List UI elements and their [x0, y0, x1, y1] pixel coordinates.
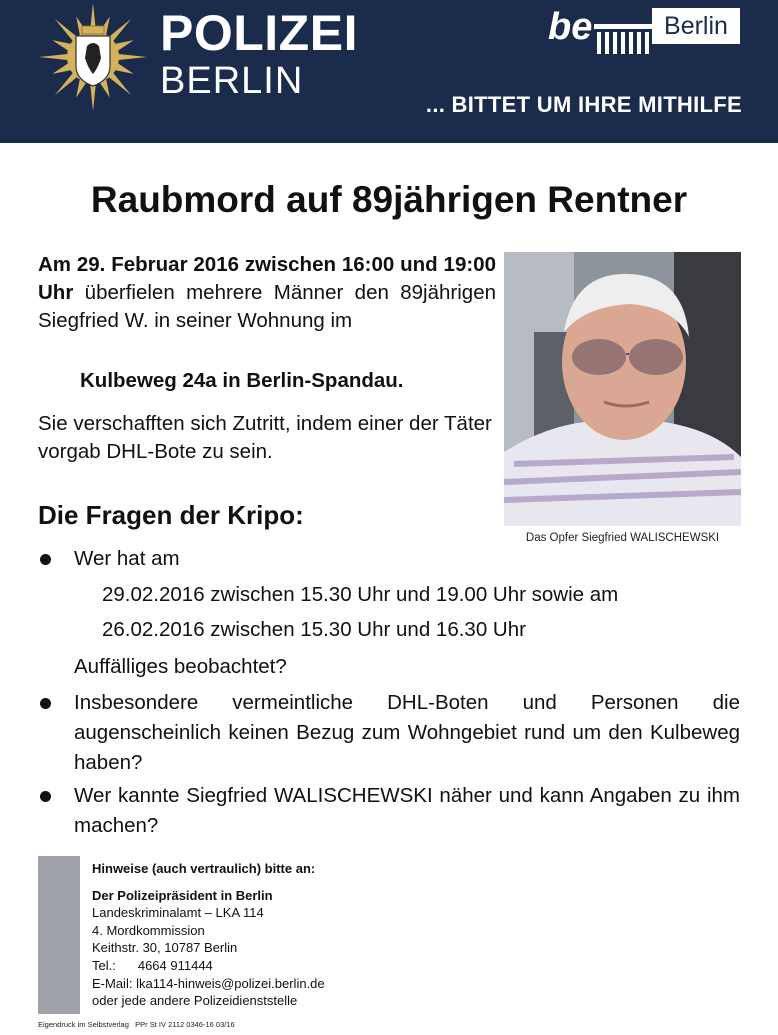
- brandenburg-gate-icon: [594, 20, 652, 54]
- contact-alt: oder jede andere Polizeidienststelle: [92, 993, 298, 1009]
- question-2: Insbesondere vermeintliche DHL-Boten und Personen die augenscheinlich keinen Bezug zum Wohngebiet rund um den Kulbeweg haben?: [74, 691, 740, 774]
- bullet-2: [40, 698, 51, 709]
- entry-paragraph: Sie verschafften sich Zutritt, indem einer der Täter vorgab DHL-Bote zu sein.: [38, 412, 492, 463]
- print-note: Eigendruck im Selbstverlag: [38, 1020, 129, 1029]
- crime-address: Kulbeweg 24a in Berlin-Spandau.: [80, 369, 404, 392]
- email-label: E-Mail:: [92, 975, 133, 991]
- question-1-date-2: 26.02.2016 zwischen 15.30 Uhr und 16.30 Uhr: [102, 618, 526, 641]
- appeal-text: ... BITTET UM IHRE MITHILFE: [425, 92, 742, 117]
- question-1-intro: Wer hat am: [74, 547, 180, 570]
- reference-number: PPr St IV 2112 0346-16 03/16: [135, 1020, 235, 1029]
- contact-heading: Hinweise (auch vertraulich) bitte an:: [92, 861, 316, 876]
- contact-org: Der Polizeipräsident in Berlin: [92, 887, 273, 903]
- contact-block: [92, 860, 325, 1010]
- contact-tel-line: [92, 957, 325, 975]
- victim-photo: [504, 252, 741, 526]
- headline: Raubmord auf 89jährigen Rentner: [90, 179, 688, 220]
- contact-unit: 4. Mordkommission: [92, 922, 205, 938]
- contact-email-line: [92, 975, 325, 993]
- city-logo-box: Berlin: [652, 8, 740, 44]
- tel-number: 4664 911444: [137, 957, 213, 973]
- question-3: Wer kannte Siegfried WALISCHEWSKI näher und kann Angaben zu ihm machen?: [74, 784, 740, 837]
- tel-label: Tel.:: [92, 957, 116, 973]
- question-1-end: Auffälliges beobachtet?: [74, 655, 287, 678]
- contact-accent-bar: [38, 856, 80, 1014]
- footer-note: [38, 1020, 235, 1029]
- bullet-1: [40, 554, 51, 565]
- intro-bold-lead: Am 29. Februar 2016 zwischen 16:00 und 19:00 Uhr: [38, 253, 496, 304]
- bullet-3: [40, 791, 51, 802]
- questions-title: Die Fragen der Kripo:: [38, 500, 304, 530]
- photo-caption: Das Opfer Siegfried WALISCHEWSKI: [525, 532, 720, 544]
- contact-street: Keithstr. 30, 10787 Berlin: [92, 940, 238, 956]
- intro-paragraph: [38, 251, 496, 335]
- email-address[interactable]: lka114-hinweis@polizei.berlin.de: [136, 975, 325, 991]
- contact-dept: Landeskriminalamt – LKA 114: [92, 905, 264, 921]
- logo-subtitle: BERLIN: [160, 60, 304, 102]
- police-star-logo: [38, 2, 148, 112]
- city-logo-prefix: be: [548, 6, 593, 48]
- victim-portrait-image: [504, 252, 741, 526]
- logo-title: POLIZEI: [160, 5, 358, 61]
- intro-rest: überfielen mehrere Männer den 89jährigen Siegfried W. in seiner Wohnung im: [38, 281, 496, 332]
- header-banner: [0, 0, 778, 143]
- question-1-date-1: 29.02.2016 zwischen 15.30 Uhr und 19.00 Uhr sowie am: [102, 583, 619, 606]
